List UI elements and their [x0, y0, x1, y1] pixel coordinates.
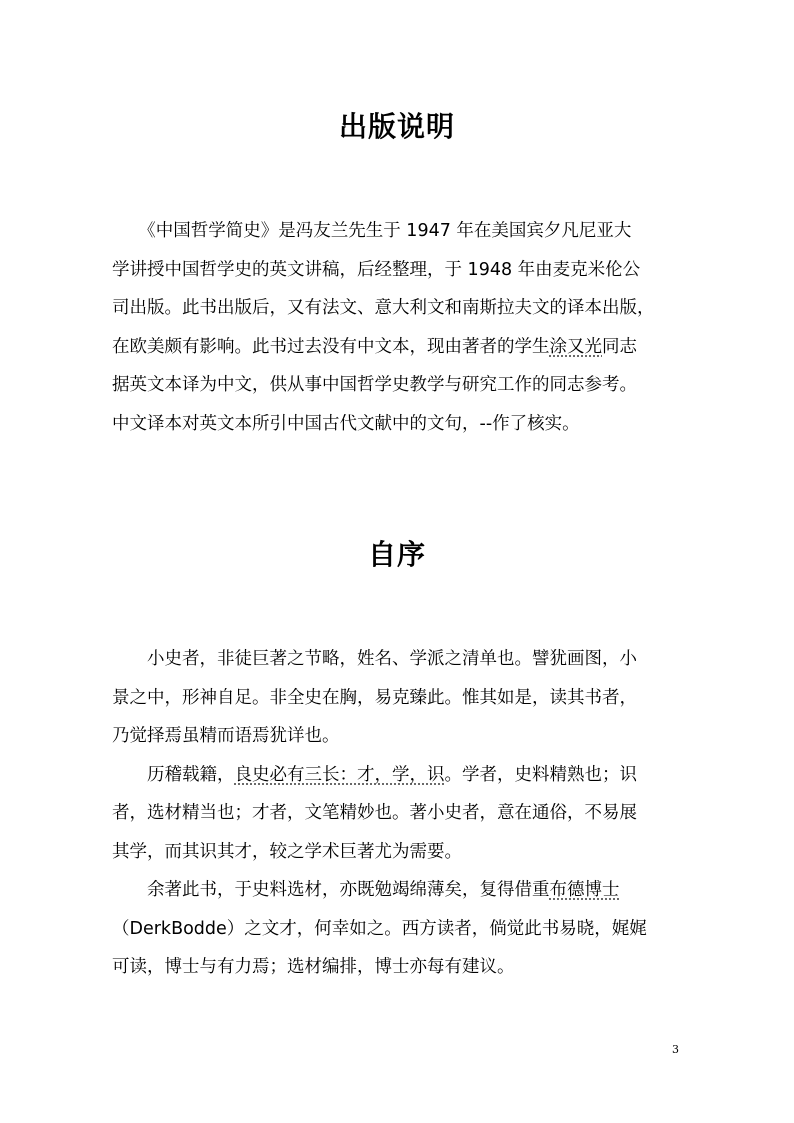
text-line: [112, 328, 682, 367]
text-line: [112, 756, 682, 795]
publication-note-body: [112, 212, 682, 443]
section-title-publication-note: 出版说明: [338, 110, 455, 143]
text-span: 在欧美颇有影响。此书过去没有中文本，现由著者的学生: [112, 336, 550, 357]
section-title-preface: 自序: [367, 538, 426, 571]
text-span: 同志: [602, 336, 637, 357]
text-span: 历稽载籍，: [112, 764, 235, 785]
text-line: （DerkBodde）之文才，何幸如之。西方读者，倘觉此书易晓，娓娓: [112, 918, 647, 939]
derk-bodde-name: 布德博士: [549, 880, 620, 900]
text-line: 其学，而其识其才，较之学术巨著尤为需要。: [112, 841, 462, 862]
page-number: 3: [672, 1043, 679, 1056]
text-line: 可读，博士与有力焉；选材编排，博士亦每有建议。: [112, 957, 515, 977]
text-line: 《中国哲学简史》是冯友兰先生于 1947 年在美国宾夕凡尼亚大: [112, 221, 632, 241]
text-line: 中文译本对英文本所引中国古代文献中的文句，--作了核实。: [112, 413, 580, 434]
text-line: 据英文本译为中文，供从事中国哲学史教学与研究工作的同志参考。: [112, 375, 637, 395]
preface-body: [112, 640, 682, 987]
text-line: 学讲授中国哲学史的英文讲稿，后经整理，于 1948 年由麦克米伦公: [112, 259, 641, 280]
three-qualities-phrase: 良史必有三长：才，学，识: [234, 764, 445, 785]
text-span: 。学者，史料精熟也；识: [444, 764, 637, 785]
text-line: 景之中，形神自足。非全史在胸，易克臻此。惟其如是，读其书者，: [112, 687, 637, 708]
text-line: 司出版。此书出版后，又有法文、意大利文和南斯拉夫文的译本出版，: [112, 298, 655, 318]
text-line: 小史者，非徒巨著之节略，姓名、学派之清单也。譬犹画图，小: [112, 649, 637, 669]
text-span: 余著此书，于史料选材，亦既勉竭绵薄矣，复得借重: [112, 880, 550, 900]
translator-name-link: 涂又光: [549, 336, 602, 357]
text-line: 乃觉择焉虽精而语焉犹详也。: [112, 726, 340, 746]
text-line: [112, 871, 682, 910]
text-line: 者，选材精当也；才者，文笔精妙也。著小史者，意在通俗，不易展: [112, 803, 637, 823]
